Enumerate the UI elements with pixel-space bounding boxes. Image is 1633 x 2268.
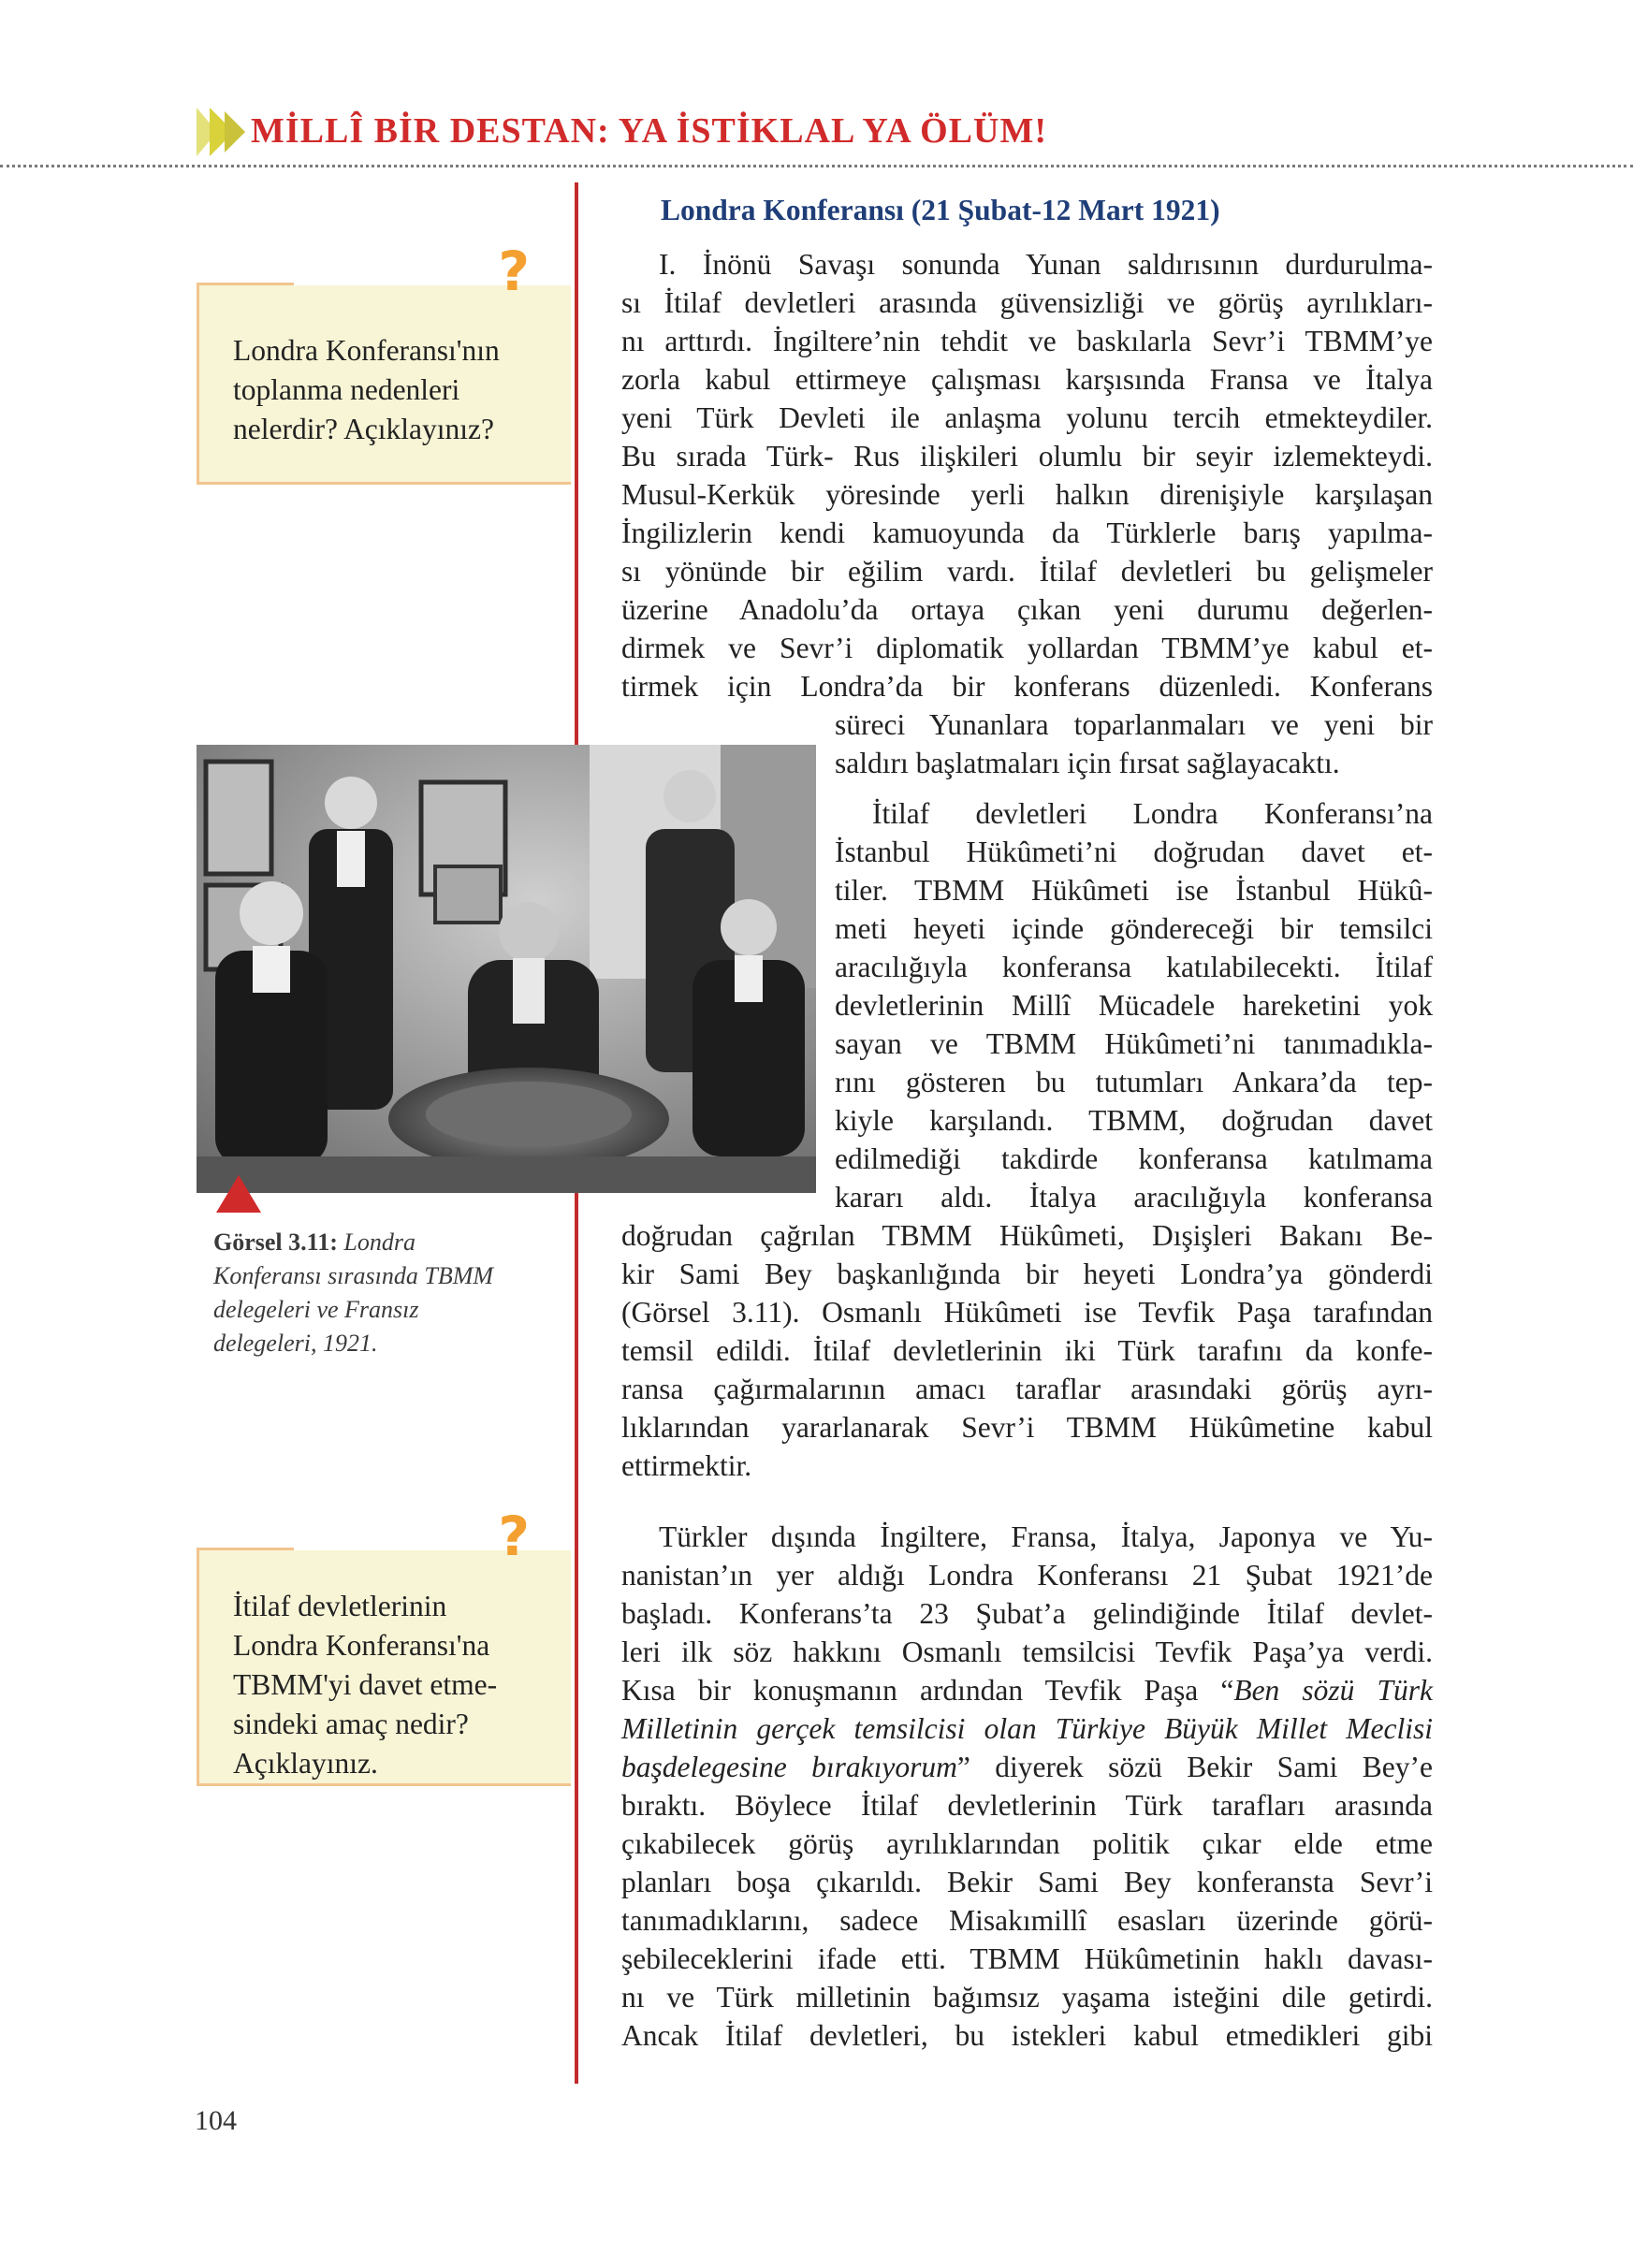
caption-line: Londra	[343, 1228, 416, 1256]
text-line: devletlerinin Millî Mücadele hareketini yok	[835, 989, 1433, 1022]
question-line: sindeki amaç nedir?	[233, 1708, 469, 1740]
chapter-arrow-icon	[197, 108, 247, 156]
question-line: TBMM'yi davet etme-	[233, 1668, 498, 1701]
text-line: şebileceklerini ifade etti. TBMM Hükûmetinin haklı davası-	[621, 1942, 1433, 1975]
text-line: (Görsel 3.11). Osmanlı Hükûmeti ise Tevfik Paşa tarafından	[621, 1296, 1433, 1329]
text-line: çıkabilecek görüş ayrılıklarından politik çıkar elde etme	[621, 1827, 1433, 1860]
caption-label: Görsel 3.11:	[213, 1228, 338, 1256]
paragraph-continuation	[621, 1216, 1433, 1485]
question-line: Londra Konferansı'na	[233, 1629, 490, 1662]
caption-line: delegeleri ve Fransız	[213, 1296, 419, 1323]
text-line: lıklarından yararlanarak Sevr’i TBMM Hükûmetine kabul	[621, 1411, 1433, 1444]
figure-marker-icon	[216, 1175, 261, 1213]
header-divider	[0, 165, 1633, 167]
text-line: temsil edildi. İtilaf devletlerinin iki Türk tarafını da konfe-	[621, 1334, 1433, 1367]
text-line: tirmek için Londra’da bir konferans düzenledi. Konferans	[621, 670, 1433, 703]
quote-line: Milletinin gerçek temsilcisi olan Türkiye Büyük Millet Meclisi	[621, 1712, 1433, 1745]
text-line: kir Sami Bey başkanlığında bir heyeti Londra’ya gönderdi	[621, 1258, 1433, 1290]
text-line: İngilizlerin kendi kamuoyunda da Türklerle barış yapılma-	[621, 516, 1433, 549]
text-line: saldırı başlatmaları için fırsat sağlayacaktı.	[835, 747, 1340, 779]
text-line: üzerine Anadolu’da ortaya çıkan yeni durumu değerlen-	[621, 593, 1433, 626]
question-mark-icon: ?	[498, 1505, 530, 1568]
box-top-accent	[197, 1548, 294, 1550]
section-heading: Londra Konferansı (21 Şubat-12 Mart 1921)	[661, 194, 1220, 226]
box-top-accent	[197, 283, 294, 285]
text-line: doğrudan çağrılan TBMM Hükûmeti, Dışişleri Bakanı Be-	[621, 1219, 1433, 1252]
text-line: yeni Türk Devleti ile anlaşma yolunu tercih etmekteydiler.	[621, 401, 1433, 434]
text-line: aracılığıyla konferansa katılabilecekti. İtilaf	[835, 951, 1433, 983]
text-line: sı İtilaf devletleri arasında güvensizliği ve görüş ayrılıkları-	[621, 286, 1433, 319]
text-line: tiler. TBMM Hükûmeti ise İstanbul Hükû-	[835, 874, 1433, 907]
text-line: planları boşa çıkarıldı. Bekir Sami Bey konferansta Sevr’i	[621, 1866, 1433, 1898]
text-line: nı arttırdı. İngiltere’nin tehdit ve baskılarla Sevr’i TBMM’ye	[621, 325, 1433, 357]
question-box	[197, 240, 571, 485]
historical-photo	[197, 745, 816, 1193]
figure-caption	[213, 1226, 560, 1360]
question-text	[233, 1587, 571, 1783]
text-line: ettirmektir.	[621, 1449, 752, 1482]
question-line: İtilaf devletlerinin	[233, 1590, 447, 1622]
question-box	[197, 1505, 571, 1786]
text-line: I. İnönü Savaşı sonunda Yunan saldırısının durdurulma-	[659, 248, 1433, 281]
question-text	[233, 331, 571, 449]
text-line: İtilaf devletleri Londra Konferansı’na	[872, 797, 1433, 830]
paragraph	[835, 794, 1433, 1216]
text-line: süreci Yunanlara toparlanmaları ve yeni bir	[835, 708, 1433, 741]
text-line: Bu sırada Türk- Rus ilişkileri olumlu bir seyir izlemekteydi.	[621, 440, 1433, 472]
paragraph-continuation	[835, 705, 1433, 782]
text-line: kiyle karşılandı. TBMM, doğrudan davet	[835, 1104, 1433, 1137]
text-line: tanımadıklarını, sadece Misakımillî esasları üzerinde görü-	[621, 1904, 1433, 1937]
text-line: Türkler dışında İngiltere, Fransa, İtalya, Japonya ve Yu-	[659, 1520, 1433, 1553]
text-span: ” diyerek sözü Bekir Sami Bey’e	[956, 1751, 1433, 1783]
text-line: zorla kabul ettirmeye çalışması karşısında Fransa ve İtalya	[621, 363, 1433, 396]
page-number: 104	[195, 2105, 237, 2136]
quote-span: başdelegesine bırakıyorum	[621, 1751, 957, 1783]
text-line: nı ve Türk milletinin bağımsız yaşama isteğini dile getirdi.	[621, 1981, 1433, 2014]
question-line: Açıklayınız.	[233, 1747, 378, 1780]
text-line: İstanbul Hükûmeti’ni doğrudan davet et-	[835, 836, 1433, 868]
text-span: Kısa bir konuşmanın ardından Tevfik Paşa “	[621, 1674, 1234, 1707]
text-line: meti heyeti içinde göndereceği bir temsilci	[835, 912, 1433, 945]
chapter-title: MİLLÎ BİR DESTAN: YA İSTİKLAL YA ÖLÜM!	[251, 111, 1047, 151]
question-line: Londra Konferansı'nın	[233, 334, 500, 367]
text-line: rını gösteren bu tutumları Ankara’da tep-	[835, 1066, 1433, 1098]
quote-span: Ben sözü Türk	[1233, 1674, 1433, 1707]
paragraph	[621, 1518, 1433, 2055]
text-line: Ancak İtilaf devletleri, bu istekleri kabul etmedikleri gibi	[621, 2019, 1433, 2052]
text-line: başladı. Konferans’ta 23 Şubat’a gelindiğinde İtilaf devlet-	[621, 1597, 1433, 1630]
text-line: sayan ve TBMM Hükûmeti’ni tanımadıkla-	[835, 1027, 1433, 1060]
caption-line: delegeleri, 1921.	[213, 1330, 378, 1357]
question-line: toplanma nedenleri	[233, 373, 460, 406]
question-mark-icon: ?	[498, 240, 530, 303]
question-line: nelerdir? Açıklayınız?	[233, 413, 494, 445]
caption-line: Konferansı sırasında TBMM	[213, 1262, 494, 1289]
text-line: dirmek ve Sevr’i diplomatik yollardan TBMM’ye kabul et-	[621, 632, 1433, 664]
text-line: leri ilk söz hakkını Osmanlı temsilcisi Tevfik Paşa’ya verdi.	[621, 1636, 1433, 1668]
text-line: nanistan’ın yer aldığı Londra Konferansı 21 Şubat 1921’de	[621, 1559, 1433, 1592]
text-line: bıraktı. Böylece İtilaf devletlerinin Türk tarafları arasında	[621, 1789, 1433, 1822]
text-line	[621, 1748, 1433, 1786]
paragraph	[621, 245, 1433, 705]
text-line: kararı aldı. İtalya aracılığıyla konferansa	[835, 1181, 1433, 1214]
text-line: edilmediği takdirde konferansa katılmama	[835, 1142, 1433, 1175]
text-line: Musul-Kerkük yöresinde yerli halkın direnişiyle karşılaşan	[621, 478, 1433, 511]
text-line: sı yönünde bir eğilim vardı. İtilaf devletleri bu gelişmeler	[621, 555, 1433, 588]
text-line: ransa çağırmalarının amacı taraflar arasındaki görüş ayrı-	[621, 1373, 1433, 1405]
text-line	[621, 1671, 1433, 1709]
